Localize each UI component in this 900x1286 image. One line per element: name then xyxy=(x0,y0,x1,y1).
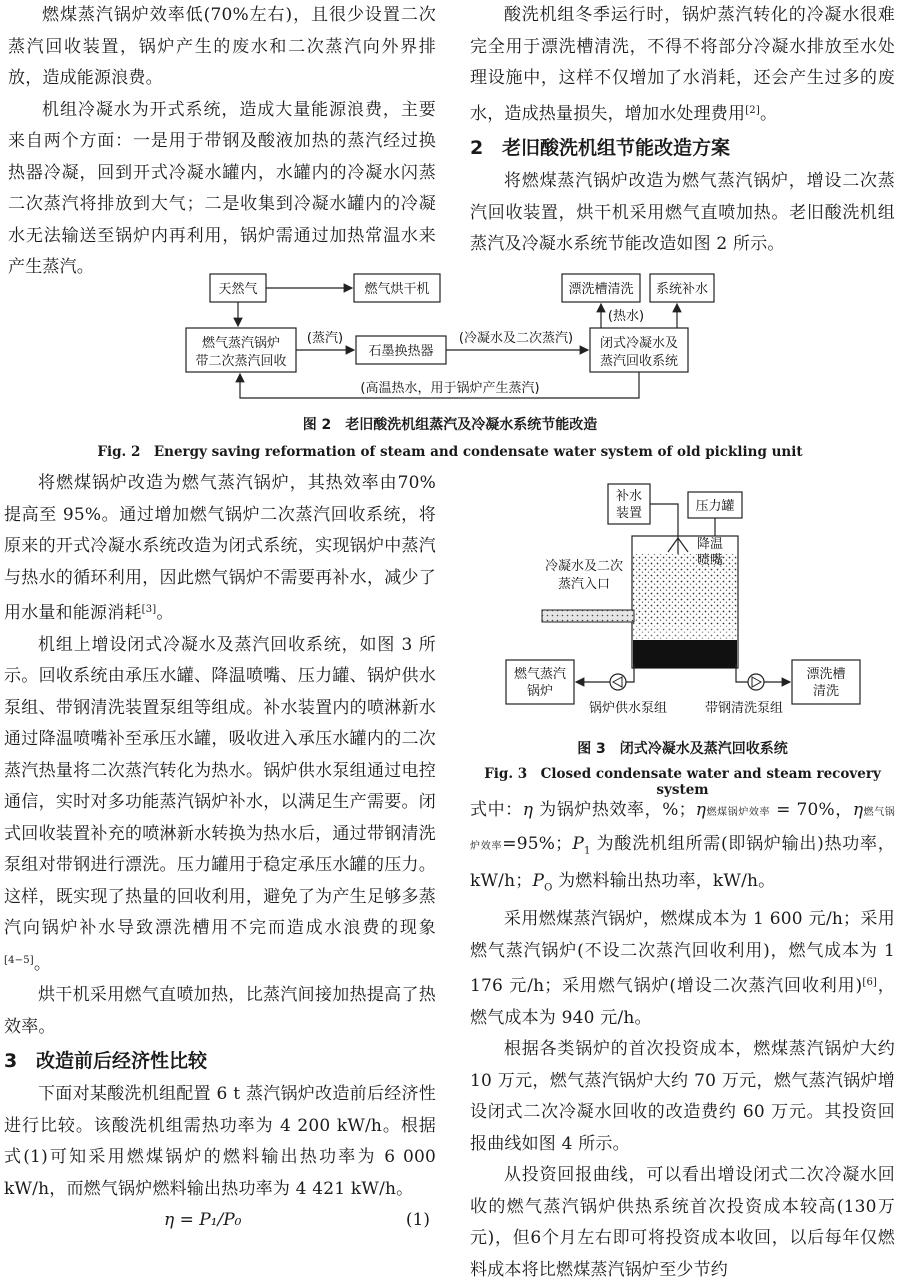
section-title: 改造前后经济性比较 xyxy=(36,1050,208,1072)
closed-recovery-label-1: 闭式冷凝水及 xyxy=(599,336,679,351)
inlet-label-1: 冷凝水及二次 xyxy=(544,559,624,574)
paragraph: 采用燃煤蒸汽锅炉，燃煤成本为 1 600 元/h；采用燃气蒸汽锅炉(不设二次蒸汽回收利用)，燃气成本为 1 176 元/h；采用燃气锅炉(增设二次蒸汽回收利用)[6]，燃气成本为 940 元/h。 xyxy=(470,909,895,1028)
figure-3-caption-en: Fig. 3 Closed condensate water and steam recovery system xyxy=(484,766,881,798)
citation: [3] xyxy=(141,604,157,615)
right-column-bottom xyxy=(470,795,895,1286)
natural-gas-label: 天然气 xyxy=(218,282,258,297)
figure-3-caption-cn: 图 3 闭式冷凝水及蒸汽回收系统 xyxy=(577,741,788,757)
boiler-label-1: 燃气蒸汽锅炉 xyxy=(201,336,281,351)
section-number: 2 xyxy=(470,137,484,159)
section-heading-2 xyxy=(470,132,895,164)
section-heading-3 xyxy=(4,1045,436,1077)
makeup-label-2: 装置 xyxy=(615,506,643,521)
left-column-top xyxy=(8,0,436,284)
gas-dryer-label: 燃气烘干机 xyxy=(364,282,430,297)
figure-2-diagram xyxy=(180,268,720,408)
citation: [2] xyxy=(745,104,760,116)
paragraph: 将燃煤锅炉改造为燃气蒸汽锅炉，其热效率由70%提高至 95%。通过增加燃气锅炉二次蒸汽回收系统，将原来的开式冷凝水系统改造为闭式系统，实现锅炉中蒸汽与热水的循环利用，因此燃气锅炉不需要再补水，减少了用水量和能源消耗[3]。 xyxy=(4,473,436,623)
hot-water-zone xyxy=(633,640,737,668)
boiler-label-2: 带二次蒸汽回收 xyxy=(195,354,287,369)
boiler-label-2: 锅炉 xyxy=(526,684,554,699)
steam-label: (蒸汽) xyxy=(306,331,344,346)
graphite-hx-label: 石墨换热器 xyxy=(368,344,434,359)
makeup-pipe xyxy=(650,504,678,538)
paragraph: 酸洗机组冬季运行时，锅炉蒸汽转化的冷凝水很难完全用于漂洗槽清洗，不得不将部分冷凝水排放至水处理设施中，这样不仅增加了水消耗，还会产生过多的废水，造成热量损失，增加水处理费用[2]。 xyxy=(470,5,895,124)
figure-3-diagram xyxy=(500,478,880,722)
equation-number: (1) xyxy=(405,1210,430,1230)
paragraph: 机组上增设闭式冷凝水及蒸汽回收系统，如图 3 所示。回收系统由承压水罐、降温喷嘴、压力罐、锅炉供水泵组、带钢清洗装置泵组等组成。补水装置内的喷淋新水通过降温喷嘴补至承压水罐，吸收进入承压水罐内的二次蒸汽热量将二次蒸汽转化为热水。锅炉供水泵组通过电控通信，实时对多功能蒸汽锅炉补水，以满足生产需要。闭式回收装置补充的喷淋新水转换为热水后，通过带钢清洗泵组对带钢进行漂洗。压力罐用于稳定承压水罐的压力。这样，既实现了热量的回收利用，避免了为产生足够多蒸汽向锅炉补水导致漂洗槽用不完而造成水浪费的现象[4−5]。 xyxy=(4,634,436,974)
paragraph: 机组冷凝水为开式系统，造成大量能源浪费，主要来自两个方面：一是用于带钢及酸液加热的蒸汽经过换热器冷凝，回到开式冷凝水罐内，水罐内的冷凝水闪蒸二次蒸汽将排放到大气；二是收集到冷凝水罐内的冷凝水无法输送至锅炉内再利用，锅炉需通过加热常温水来产生蒸汽。 xyxy=(8,99,436,277)
boiler-pump-label: 锅炉供水泵组 xyxy=(588,701,668,716)
inlet-label-2: 蒸汽入口 xyxy=(557,577,611,592)
paragraph: 从投资回报曲线，可以看出增设闭式二次冷凝水回收的燃气蒸汽锅炉供热系统首次投资成本较高(130万元)，但6个月左右即可将投资成本收回，以后每年仅燃料成本将比燃煤蒸汽锅炉至少节约 xyxy=(470,1165,895,1280)
condensate-label: (冷凝水及二次蒸汽) xyxy=(458,331,574,346)
figure-2-caption-en: Fig. 2 Energy saving reformation of steam and condensate water system of old pickling unit xyxy=(97,444,803,460)
right-column-top xyxy=(470,0,895,261)
left-column-bottom xyxy=(4,468,436,1237)
figure-2-caption-cn: 图 2 老旧酸洗机组蒸汽及冷凝水系统节能改造 xyxy=(302,417,598,433)
nozzle-label-1: 降温 xyxy=(696,537,724,552)
rinse-tank-label: 漂洗槽清洗 xyxy=(568,282,634,297)
equation-1 xyxy=(4,1205,436,1237)
equation: η = P₁/P₀ xyxy=(164,1210,242,1230)
section-number: 3 xyxy=(4,1050,18,1072)
pressure-tank-label: 压力罐 xyxy=(695,499,735,514)
makeup-label-1: 补水 xyxy=(615,489,643,504)
citation: [6] xyxy=(862,977,878,989)
section-title: 老旧酸洗机组节能改造方案 xyxy=(502,137,731,159)
condensate-inlet-pipe xyxy=(542,610,634,622)
paragraph: 将燃煤蒸汽锅炉改造为燃气蒸汽锅炉，增设二次蒸汽回收装置，烘干机采用燃气直喷加热。老旧酸洗机组蒸汽及冷凝水系统节能改造如图 2 所示。 xyxy=(470,171,895,254)
citation: [4−5] xyxy=(4,954,34,966)
boiler-label-1: 燃气蒸汽 xyxy=(513,667,567,682)
strip-pump-label: 带钢清洗泵组 xyxy=(704,701,784,716)
paragraph: 烘干机采用燃气直喷加热，比蒸汽间接加热提高了热效率。 xyxy=(4,985,436,1037)
rinse-label-1: 漂洗槽 xyxy=(806,667,846,682)
closed-recovery-label-2: 蒸汽回收系统 xyxy=(599,354,679,369)
paragraph: 燃煤蒸汽锅炉效率低(70%左右)，且很少设置二次蒸汽回收装置，锅炉产生的废水和二次蒸汽向外界排放，造成能源浪费。 xyxy=(8,5,436,88)
rinse-label-2: 清洗 xyxy=(812,684,840,699)
paragraph: 式中：η 为锅炉热效率，%；η燃煤锅炉效率 = 70%，η燃气锅炉效率=95%；$P_1$ 为酸洗机组所需(即锅炉输出)热功率，kW/h；$P_O$ 为燃料输出热功率，kW/h。 xyxy=(470,800,896,894)
nozzle-label-2: 喷嘴 xyxy=(696,553,724,568)
hot-water-label: (热水) xyxy=(607,309,645,324)
paragraph: 根据各类锅炉的首次投资成本，燃煤蒸汽锅炉大约 10 万元，燃气蒸汽锅炉大约 70 万元，燃气蒸汽锅炉增设闭式二次冷凝水回收的改造费约 60 万元。其投资回报曲线如图 4 所示。 xyxy=(470,1039,895,1154)
mixing-zone xyxy=(633,624,737,640)
return-label: (高温热水，用于锅炉产生蒸汽) xyxy=(360,381,540,396)
paragraph: 下面对某酸洗机组配置 6 t 蒸汽锅炉改造前后经济性进行比较。该酸洗机组需热功率为 4 200 kW/h。根据式(1)可知采用燃煤锅炉的燃料输出热功率为 6 000 kW/h，而燃气锅炉燃料输出热功率为 4 421 kW/h。 xyxy=(4,1084,436,1199)
makeup-label: 系统补水 xyxy=(655,282,709,297)
